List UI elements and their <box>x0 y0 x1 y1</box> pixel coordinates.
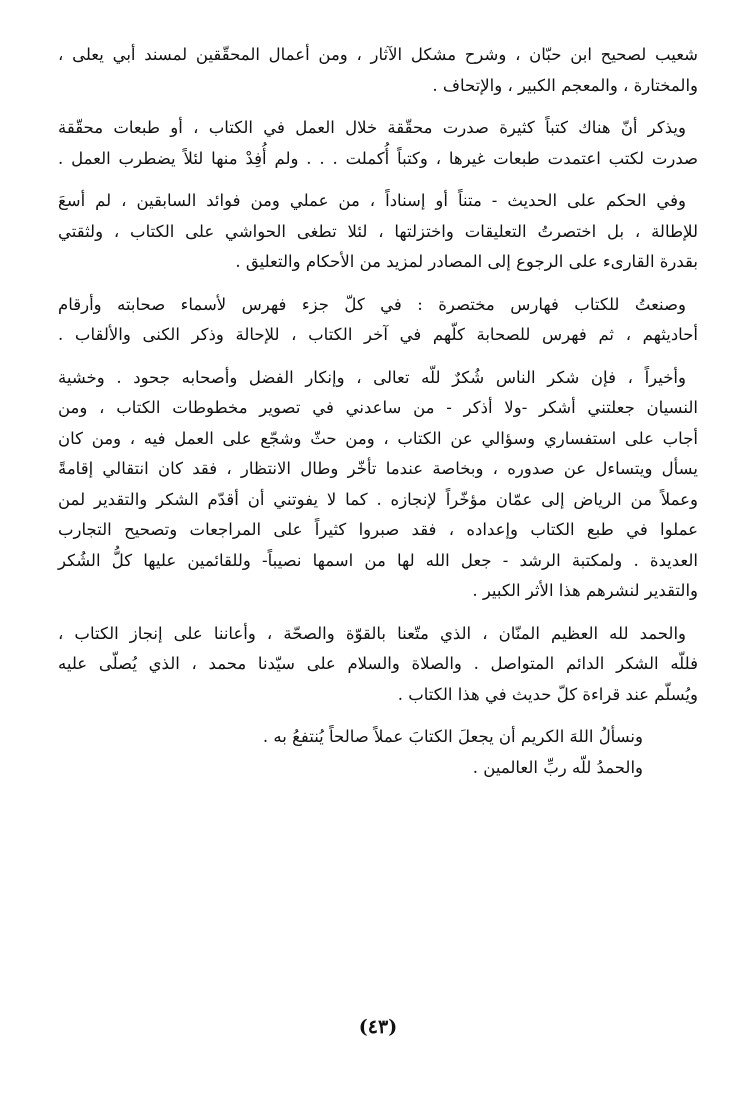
paragraph-other-books <box>58 113 698 174</box>
text-line: أجاب على استفساري وسؤالي عن الكتاب ، ومن حثّ وشجّع على العمل فيه ، ومن كان <box>58 428 698 448</box>
text-line: يسأل ويتساءل عن صدوره ، وبخاصة عندما تأخّر وطال الانتظار ، فقد كان انتقالي إقامةً <box>58 459 698 478</box>
text-line: وأخيراً ، فإن شكر الناس شُكرٌ للّه تعالى ، وإنكار الفضل وأصحابه جحود . وخشية <box>58 367 686 387</box>
paragraph-praise <box>58 619 698 711</box>
paragraph-hadith-judgement <box>58 186 698 278</box>
text-line: وعملاً من الرياض إلى عمّان مؤخّراً لإنجازه . كما لا يفوتني أن أقدّم الشكر والتقدير لمن <box>58 489 698 509</box>
text-line: والتقدير لنشرهم هذا الأثر الكبير . <box>472 581 698 600</box>
paragraph-indexes <box>58 290 698 351</box>
closing-line: والحمدُ للّه ربِّ العالمين . <box>472 757 643 777</box>
text-line: والمختارة ، والمعجم الكبير ، والإتحاف . <box>432 75 698 95</box>
text-line: للإطالة ، بل اختصرتُ التعليقات واختزلتها ، لئلا تطغى الحواشي على الكتاب ، ولثقتي <box>58 221 698 241</box>
text-line: وفي الحكم على الحديث - متناً أو إسناداً ، من عملي ومن فوائد السابقين ، لم أسعَ <box>58 191 686 210</box>
text-line: النسيان جعلتني أشكر -ولا أذكر - من ساعدني في تصوير مخطوطات الكتاب ، ومن <box>58 398 698 417</box>
text-line: فللّه الشكر الدائم المتواصل . والصلاة والسلام على سيّدنا محمد ، الذي يُصلّى عليه <box>58 654 698 673</box>
page-body <box>58 40 698 795</box>
text-line: والحمد لله العظيم المنّان ، الذي متّعنا بالقوّة والصحّة ، وأعاننا على إنجاز الكتاب ، <box>58 623 686 643</box>
text-line: بقدرة القارىء على الرجوع إلى المصادر لمزيد من الأحكام والتعليق . <box>235 252 698 271</box>
text-line: صدرت لكتب اعتمدت طبعات غيرها ، وكتباً أُكملت . . . ولم أُفِدْ منها لئلاً يضطرب العمل . <box>58 148 698 168</box>
text-line: ويذكر أنّ هناك كتباً كثيرة صدرت محقّقة خلال العمل في الكتاب ، أو طبعات محقّقة <box>58 118 686 137</box>
text-line: عملوا في طبع الكتاب وإعداده ، فقد صبروا كثيراً على المراجعات وتصحيح التجارب <box>58 520 698 539</box>
text-line: أحاديثهم ، ثم فهرس للصحابة كلّهم في آخر الكتاب ، للإحالة وذكر الكنى والألقاب . <box>58 325 698 344</box>
closing-prayer <box>58 722 698 783</box>
page-number: (٤٣) <box>358 1016 398 1038</box>
text-line: ويُسلّم عند قراءة كلّ حديث في هذا الكتاب . <box>397 684 698 704</box>
text-line: العديدة . ولمكتبة الرشد - جعل الله لها من اسمها نصيباً- وللقائمين عليها كلُّ الشُكر <box>58 550 698 570</box>
closing-line: ونسألُ اللهَ الكريم أن يجعلَ الكتابَ عملاً صالحاً يُنتفعُ به . <box>262 727 643 746</box>
paragraph-acknowledgements <box>58 363 698 607</box>
text-line: وصنعتُ للكتاب فهارس مختصرة : في كلّ جزء فهرس لأسماء صحابته وأرقام <box>58 294 686 314</box>
text-line: شعيب لصحيح ابن حبّان ، وشرح مشكل الآثار ، ومن أعمال المحقّقين لمسند أبي يعلى ، <box>58 45 698 64</box>
paragraph-editions <box>58 40 698 101</box>
